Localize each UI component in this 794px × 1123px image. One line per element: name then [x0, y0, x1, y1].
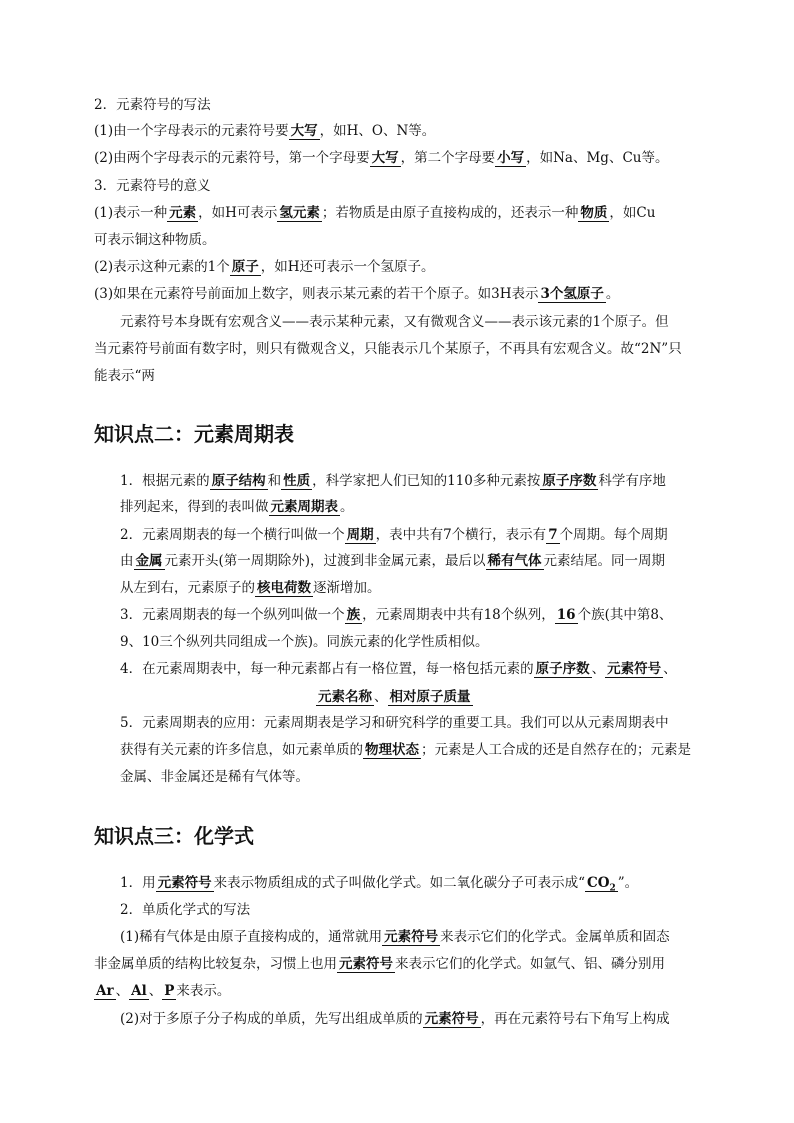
paragraph: 5．元素周期表的应用：元素周期表是学习和研究科学的重要工具。我们可以从元素周期表中 [120, 715, 669, 731]
answer-blank: 原子结构 [211, 473, 266, 489]
answer-blank: 相对原子质量 [389, 689, 471, 705]
answer-blank: P [164, 983, 175, 999]
answer-blank: 原子 [231, 259, 259, 275]
paragraph: 元素符号本身既有宏观含义——表示某种元素，又有微观含义——表示该元素的1个原子。但 [120, 314, 669, 330]
answer-blank: 元素符号 [607, 661, 662, 677]
answer-blank: $CO_2$ [587, 875, 616, 894]
paragraph: 2．单质化学式的写法 [120, 902, 251, 918]
paragraph: (3)如果在元素符号前面加上数字，则表示某元素的若干个原子。如3H表示 3个氢原子 。 [94, 286, 620, 302]
paragraph: 可表示铜这种物质。 [94, 232, 216, 248]
answer-blank: 性质 [283, 473, 311, 489]
paragraph: 由 金属 元素开头(第一周期除外)，过渡到非金属元素，最后以 稀有气体 元素结尾。同一周期 [120, 553, 666, 569]
paragraph: 非金属单质的结构比较复杂，习惯上也用 元素符号 来表示它们的化学式。如氩气、铝、磷分别用 [94, 956, 665, 972]
answer-blank: 元素周期表 [270, 499, 338, 515]
answer-blank: 3个氢原子 [540, 286, 604, 302]
paragraph: (2)由两个字母表示的元素符号，第一个字母要 大写 ，第二个字母要 小写 ，如Na、Mg、Cu等。 [94, 150, 669, 166]
paragraph: 1．根据元素的 原子结构 和 性质 ，科学家把人们已知的110多种元素按 原子序数 科学有序地 [120, 473, 666, 489]
paragraph: 元素名称 、 相对原子质量 [318, 689, 471, 705]
answer-blank: 小写 [497, 150, 525, 166]
paragraph: 当元素符号前面有数字时，则只有微观含义，只能表示几个某原子，不再具有宏观含义。故“2N”只 [94, 341, 682, 357]
answer-blank: 物质 [580, 205, 608, 221]
answer-blank: 金属 [135, 553, 163, 569]
paragraph: 3．元素周期表的每一个纵列叫做一个 族 ，元素周期表中共有18个纵列， 16 个族(其中第8、 [120, 607, 673, 623]
paragraph: 从左到右，元素原子的 核电荷数 逐渐增加。 [120, 580, 381, 596]
paragraph: 获得有关元素的许多信息，如元素单质的 物理状态 ；元素是人工合成的还是自然存在的；元素是 [120, 742, 691, 758]
subheading-symbol-meaning: 3．元素符号的意义 [94, 178, 211, 194]
answer-blank: 元素符号 [384, 929, 439, 945]
paragraph: (2)对于多原子分子构成的单质，先写出组成单质的 元素符号 ，再在元素符号右下角写上构成 [120, 1011, 670, 1027]
answer-blank: 原子序数 [542, 473, 597, 489]
answer-blank: 大写 [290, 123, 318, 139]
answer-blank: 氢元素 [279, 205, 320, 221]
answer-blank: 周期 [346, 527, 374, 543]
answer-blank: 元素符号 [157, 875, 212, 891]
answer-blank: 大写 [371, 150, 399, 166]
answer-blank: 元素名称 [318, 689, 372, 705]
section-heading-periodic-table: 知识点二：元素周期表 [94, 422, 294, 446]
answer-blank: 族 [346, 607, 361, 623]
answer-blank: 元素符号 [339, 956, 393, 972]
answer-blank: Ar [96, 983, 114, 999]
section-heading-chemical-formula: 知识点三：化学式 [94, 824, 254, 848]
paragraph: 1．用 元素符号 来表示物质组成的式子叫做化学式。如二氧化碳分子可表示成“ $CO_2$ ”。 [120, 875, 639, 894]
paragraph: 金属、非金属还是稀有气体等。 [120, 769, 309, 785]
answer-blank: 原子序数 [535, 661, 590, 677]
answer-blank: 稀有气体 [487, 553, 542, 569]
answer-blank: Al [131, 983, 147, 999]
paragraph: 排列起来，得到的表叫做 元素周期表 。 [120, 499, 354, 515]
paragraph: 9、10三个纵列共同组成一个族)。同族元素的化学性质相似。 [120, 634, 489, 650]
answer-blank: 7 [548, 527, 558, 543]
paragraph: (2)表示这种元素的1个 原子 ，如H还可表示一个氢原子。 [94, 259, 435, 275]
paragraph: 4．在元素周期表中，每一种元素都占有一格位置，每一格包括元素的 原子序数 、 元素符号 、 [120, 661, 677, 677]
subheading-symbol-writing: 2．元素符号的写法 [94, 97, 211, 113]
paragraph: (1)由一个字母表示的元素符号要 大写 ，如H、O、N等。 [94, 123, 436, 139]
paragraph: 2．元素周期表的每一个横行叫做一个 周期 ，表中共有7个横行，表示有 7 个周期。每个周期 [120, 527, 668, 543]
paragraph: 能表示“两 [94, 368, 155, 384]
answer-blank: 16 [556, 607, 576, 623]
paragraph: (1)表示一种 元素 ，如H可表示 氢元素 ；若物质是由原子直接构成的，还表示一种 物质 ，如Cu [94, 205, 656, 221]
answer-blank: 核电荷数 [257, 580, 311, 596]
paragraph: Ar 、 Al 、 P 来表示。 [96, 983, 231, 999]
paragraph: (1)稀有气体是由原子直接构成的，通常就用 元素符号 来表示它们的化学式。金属单质和固态 [120, 929, 670, 945]
answer-blank: 物理状态 [365, 742, 419, 758]
answer-blank: 元素符号 [424, 1011, 479, 1027]
answer-blank: 元素 [169, 205, 197, 221]
